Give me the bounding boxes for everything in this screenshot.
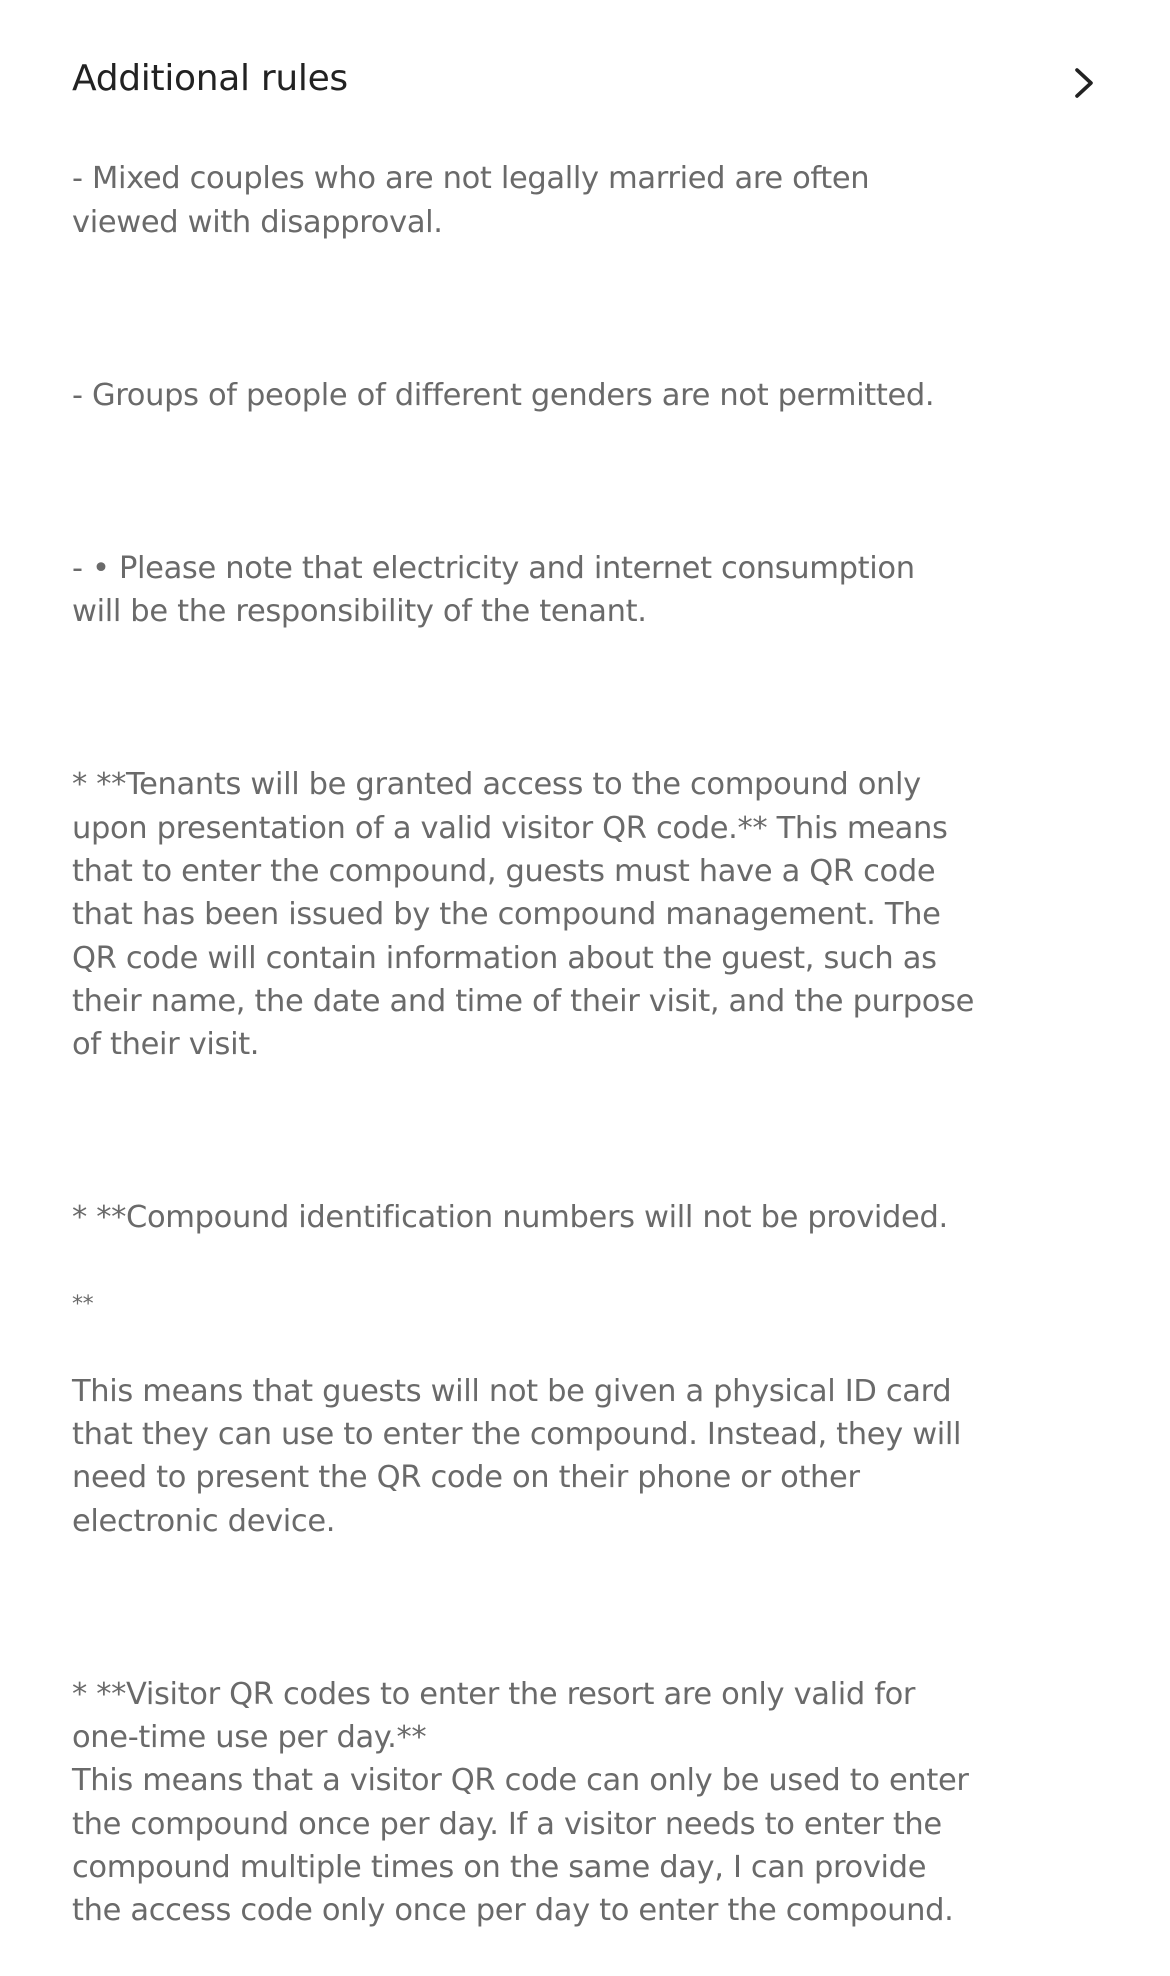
chevron-right-icon[interactable] — [1070, 66, 1098, 100]
rules-text — [72, 114, 1012, 1976]
paragraph-spacer — [72, 460, 1012, 503]
section-title: Additional rules — [72, 58, 348, 99]
rule-paragraph: * **Compound identification numbers will not be provided. — [72, 1200, 948, 1236]
additional-rules-header[interactable] — [72, 56, 1098, 106]
paragraph-spacer — [72, 1110, 1012, 1153]
rule-paragraph: ** — [72, 1292, 94, 1318]
rule-paragraph: - • Please note that electricity and internet consumption will be the responsibility of the tenant. — [72, 550, 915, 630]
rule-paragraph: * **Visitor QR codes to enter the resort are only valid for one-time use per day.** This means that a visitor QR code can only be used to enter the compound once per day. If a visitor needs to enter the compound multiple times on the same day, I can provide the access code only once per day to enter the compound. — [72, 1676, 969, 1929]
rule-paragraph: - Mixed couples who are not legally married are often viewed with disapproval. — [72, 161, 870, 240]
paragraph-spacer — [72, 677, 1012, 720]
paragraph-spacer — [72, 1586, 1012, 1629]
rule-paragraph: - Groups of people of different genders are not permitted. — [72, 377, 935, 413]
rule-paragraph: This means that guests will not be given a physical ID card that they can use to enter the compound. Instead, they will need to present the QR code on their phone or other electronic device. — [72, 1373, 962, 1539]
rule-paragraph: * **Tenants will be granted access to the compound only upon presentation of a valid visitor QR code.** This means that to enter the compound, guests must have a QR code that has been issued by the compound management. The QR code will contain information about the guest, such as their name, the date and time of their visit, and the purpose of their visit. — [72, 767, 975, 1063]
paragraph-spacer — [72, 287, 1012, 330]
